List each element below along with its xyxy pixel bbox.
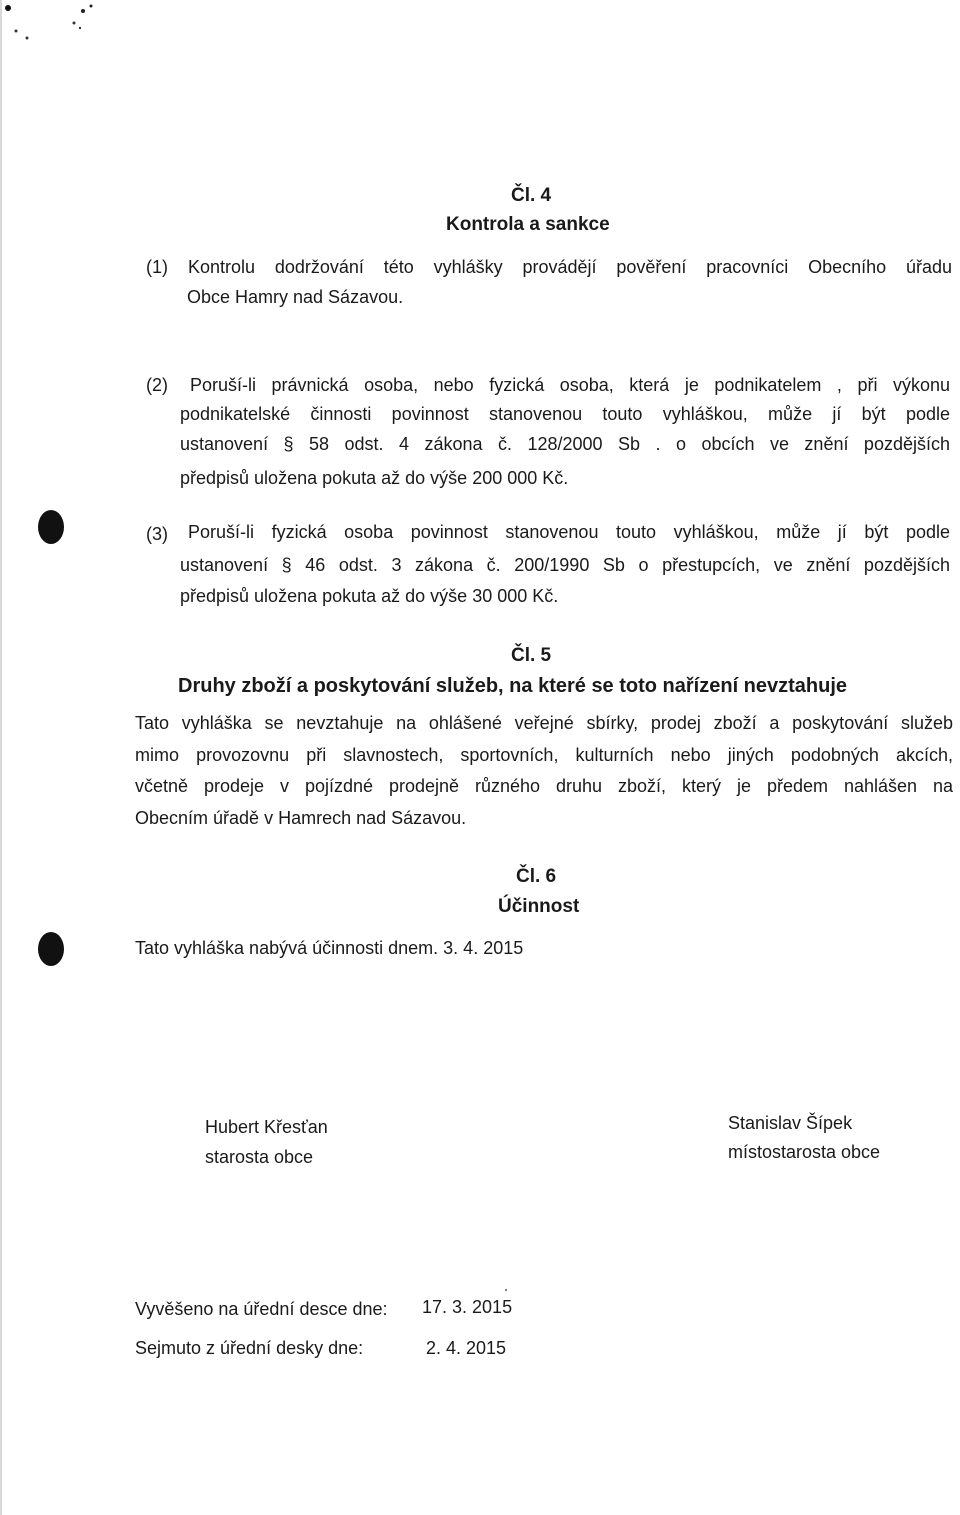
posted-label: Vyvěšeno na úřední desce dne: [135,1299,388,1319]
paragraph-2-line-3: ustanovení § 58 odst. 4 zákona č. 128/2000 Sb . o obcích ve znění pozdějších [180,434,950,454]
article-5-line-2: mimo provozovnu při slavnostech, sportovních, kulturních nebo jiných podobných akcích, [135,745,953,765]
paragraph-3-line-1: Poruší-li fyzická osoba povinnost stanovenou touto vyhláškou, může jí být podle [188,522,950,542]
paragraph-3-number: (3) [146,524,168,544]
paragraph-2-number: (2) [146,375,168,395]
article-4-subtitle: Kontrola a sankce [446,214,610,235]
paragraph-3-line-2: ustanovení § 46 odst. 3 zákona č. 200/1990 Sb o přestupcích, ve znění pozdějších [180,555,950,575]
article-5-line-1: Tato vyhláška se nevztahuje na ohlášené veřejné sbírky, prodej zboží a poskytování služeb [135,713,953,733]
paragraph-2-line-1: Poruší-li právnická osoba, nebo fyzická osoba, která je podnikatelem , při výkonu [190,375,950,395]
punch-hole-lower [38,932,64,966]
scan-speck [505,1289,507,1291]
signature-left-role: starosta obce [205,1147,314,1167]
article-6-subtitle: Účinnost [498,896,580,917]
signature-right-name: Stanislav Šípek [728,1113,853,1133]
removed-date: 2. 4. 2015 [426,1338,507,1358]
article-5-subtitle: Druhy zboží a poskytování služeb, na které se toto nařízení nevztahuje [178,675,848,697]
article-4-title: Čl. 4 [511,185,552,206]
paragraph-1-number: (1) [146,257,168,277]
article-5-line-3: včetně prodeje v pojízdné prodejně různého druhu zboží, který je předem nahlášen na [135,776,953,796]
paragraph-2-line-2: podnikatelské činnosti povinnost stanovenou touto vyhláškou, může jí být podle [180,404,950,424]
paragraph-3-line-3: předpisů uložena pokuta až do výše 30 000 Kč. [180,586,559,606]
article-5-title: Čl. 5 [511,645,552,666]
paragraph-1-line-1: Kontrolu dodržování této vyhlášky provádějí pověření pracovníci Obecního úřadu [188,257,952,277]
signature-right-role: místostarosta obce [728,1142,881,1162]
removed-label: Sejmuto z úřední desky dne: [135,1338,364,1358]
scan-specks [0,0,120,70]
article-6-title: Čl. 6 [516,866,557,887]
punch-hole-upper [38,510,64,544]
paragraph-2-line-4: předpisů uložena pokuta až do výše 200 000 Kč. [180,468,569,488]
scan-edge-line [0,0,2,1515]
article-6-line-1: Tato vyhláška nabývá účinnosti dnem. 3. 4. 2015 [135,938,524,958]
signature-left-name: Hubert Křesťan [205,1117,328,1137]
posted-date: 17. 3. 2015 [422,1297,513,1317]
article-5-line-4: Obecním úřadě v Hamrech nad Sázavou. [135,808,467,828]
paragraph-1-line-2: Obce Hamry nad Sázavou. [187,287,404,307]
